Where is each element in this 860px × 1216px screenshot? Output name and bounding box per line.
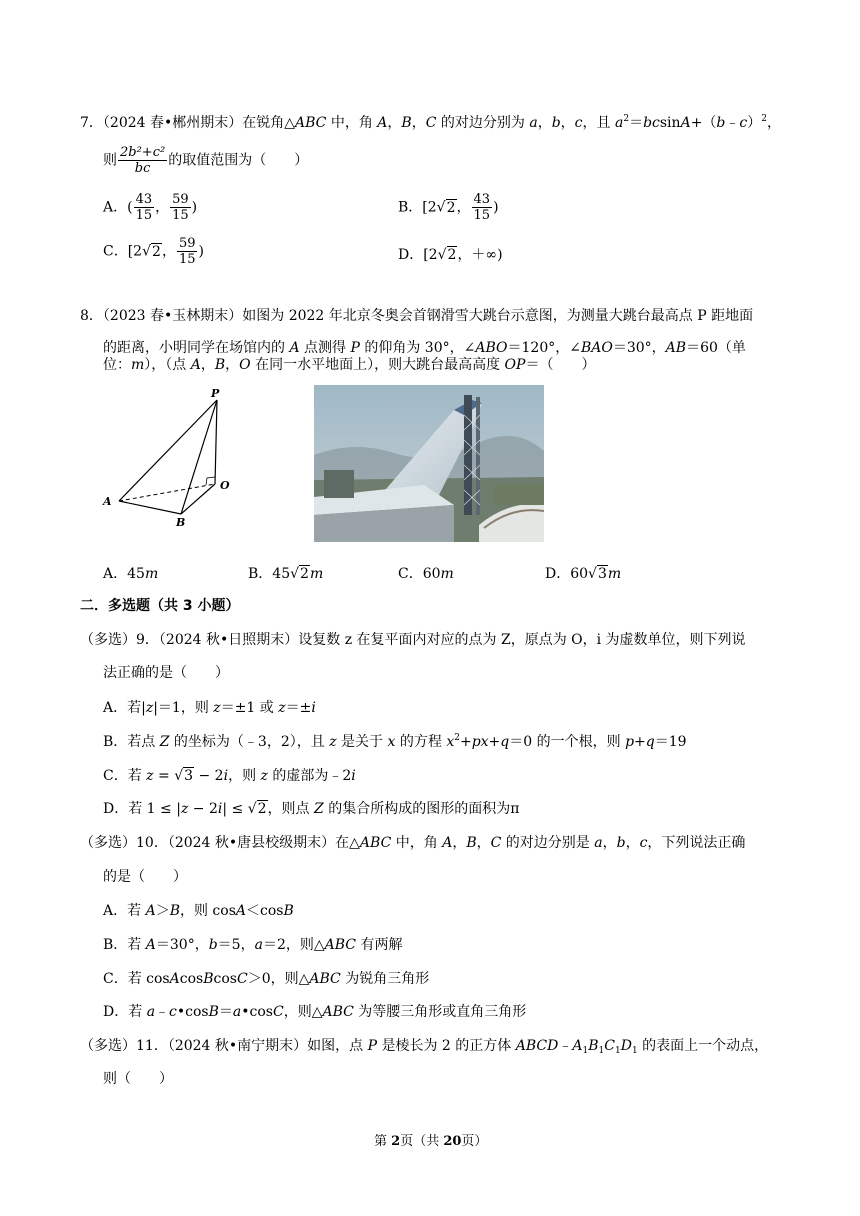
q8-option-b: B．45√2m	[248, 566, 324, 582]
q7-stem-line2: 则 $\frac{\text{2b²+c²}}{bc}$ 的取值范围为（ ）	[103, 145, 309, 176]
page-footer: 第 2页（共 20页）	[374, 1134, 488, 1149]
edge-PB	[181, 400, 217, 514]
q7-option-b: B．[2√2， $\frac{43}{15}$ )	[398, 192, 499, 223]
label-O: O	[220, 479, 230, 492]
q7-option-a: A．( $\frac{43}{15}$ ， $\frac{59}{15}$ )	[103, 192, 198, 223]
q9-option-b: B．若点 Z 的坐标为（﹣3，2），且 z 是关于 x 的方程 $x^2+px+q=0$ 的一个根，则 p+q＝19	[103, 733, 687, 750]
ski-jump-photo	[314, 385, 544, 542]
q10-option-a: A．若 A＞B，则 cosA＜cosB	[103, 903, 294, 919]
q11-stem-line1: （多选）11．（2024 秋•南宁期末）如图，点 P 是棱长为 2 的正方体 $ABCD﹣A_1B_1C_1D_1$ 的表面上一个动点，	[80, 1038, 769, 1056]
label-P: P	[211, 387, 220, 400]
q8-stem-line3: 位：m），（点 A，B，O 在同一水平地面上），则大跳台最高高度 OP＝（ ）	[103, 357, 596, 373]
q9-stem-line2: 法正确的是（ ）	[103, 665, 229, 681]
q10-stem-line1: （多选）10．（2024 秋•唐县校级期末）在△ABC 中，角 A，B，C 的对边分别是 a，b，c，下列说法正确	[80, 835, 746, 851]
q8-option-d: D．60√3m	[545, 566, 622, 582]
q8-option-a: A．45m	[103, 566, 159, 582]
q8-stem-line2: 的距离，小明同学在场馆内的 A 点测得 P 的仰角为 30°，∠ABO＝120°，∠BAO＝30°，AB＝60（单	[103, 340, 746, 356]
q9-option-c: C．若 z = √3 − 2i，则 z 的虚部为﹣2i	[103, 768, 356, 784]
q10-option-d: D．若 a﹣c•cosB＝a•cosC，则△ABC 为等腰三角形或直角三角形	[103, 1004, 527, 1020]
q10-option-b: B．若 A＝30°，b＝5，a＝2，则△ABC 有两解	[103, 937, 403, 953]
q8-option-c: C．60m	[398, 566, 454, 582]
q7-stem-line1: 7．（2024 春•郴州期末）在锐角△ABC 中，角 A，B，C 的对边分别为 a，b，c，且 $a^2=bcsinA+(b﹣c)^2$，	[80, 114, 781, 131]
q7-option-d: D．[2√2，＋∞)	[398, 247, 503, 263]
right-angle-mark	[206, 477, 215, 485]
label-B: B	[176, 516, 186, 529]
q7-fraction: $\frac{\text{2b²+c²}}{bc}$	[120, 145, 166, 176]
q9-option-d: D．若 1 ≤ |z − 2i| ≤ √2，则点 Z 的集合所构成的图形的面积为π	[103, 801, 520, 817]
q10-option-c: C．若 cosAcosBcosC＞0，则△ABC 为锐角三角形	[103, 971, 430, 987]
q7-option-c: C．[2√2， $\frac{59}{15}$ )	[103, 236, 204, 267]
q9-stem-line1: （多选）9．（2024 秋•日照期末）设复数 z 在复平面内对应的点为 Z，原点为 O，i 为虚数单位，则下列说	[80, 632, 746, 648]
section-heading-multiple-choice: 二．多选题（共 3 小题）	[80, 598, 240, 614]
edge-PO	[215, 400, 217, 484]
q10-stem-line2: 的是（ ）	[103, 869, 187, 885]
q9-option-a: A．若|z|＝1，则 z＝±1 或 z＝±i	[103, 700, 316, 716]
edge-AB	[119, 501, 181, 514]
q11-stem-line2: 则（ ）	[103, 1071, 173, 1087]
label-A: A	[103, 495, 112, 508]
q8-stem-line1: 8．（2023 春•玉林期末）如图为 2022 年北京冬奥会首钢滑雪大跳台示意图，为测量大跳台最高点 P 距地面	[80, 308, 754, 324]
pyramid-diagram	[98, 387, 248, 529]
